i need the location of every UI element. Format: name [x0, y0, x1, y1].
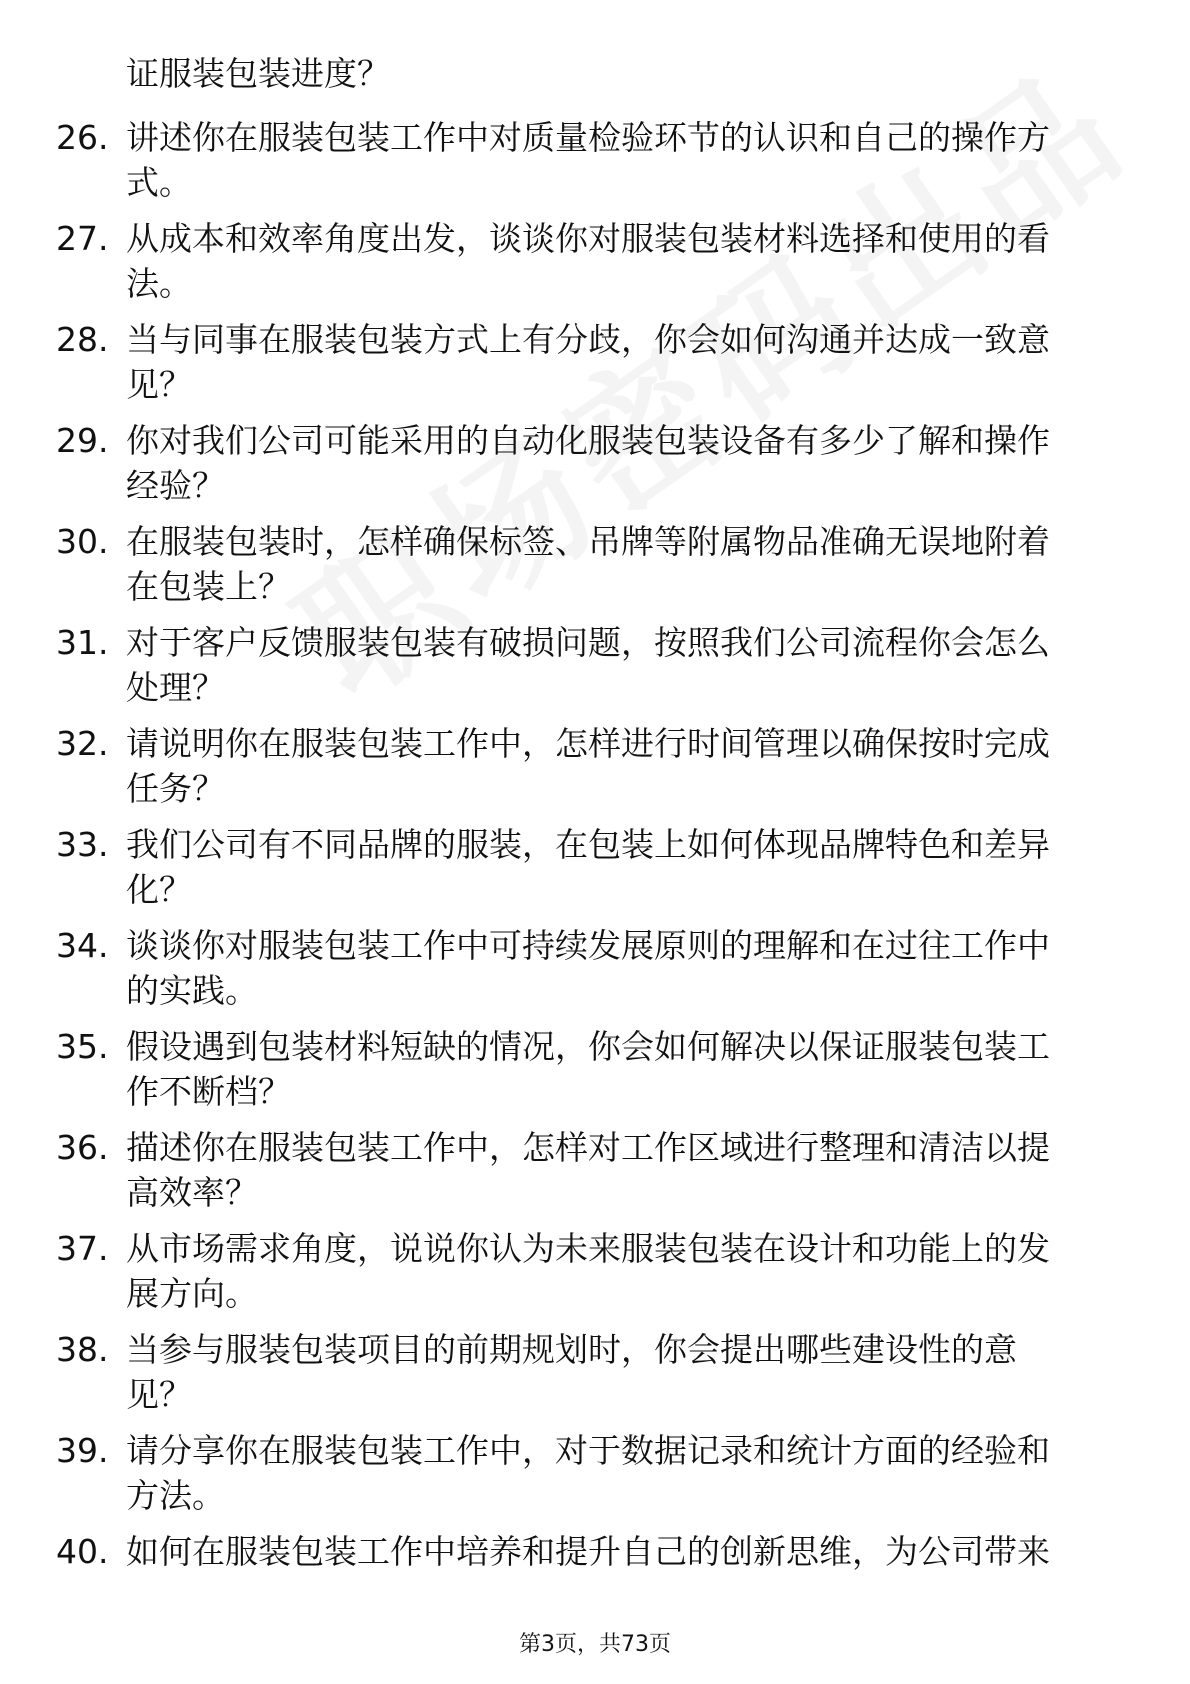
question-text-line: 的实践。 — [126, 971, 258, 1010]
question-item — [0, 1227, 1190, 1328]
question-number: 39. — [56, 1431, 109, 1470]
question-text-line: 如何在服装包装工作中培养和提升自己的创新思维，为公司带来 — [126, 1532, 1050, 1571]
question-number: 36. — [56, 1128, 109, 1167]
question-number: 40. — [56, 1532, 109, 1571]
question-item — [0, 1025, 1190, 1126]
question-text-line: 从市场需求角度，说说你认为未来服装包装在设计和功能上的发 — [126, 1229, 1050, 1268]
question-item — [0, 924, 1190, 1025]
question-text-line: 请分享你在服装包装工作中，对于数据记录和统计方面的经验和 — [126, 1431, 1050, 1470]
question-item — [0, 621, 1190, 722]
question-text-line: 当与同事在服装包装方式上有分歧，你会如何沟通并达成一致意 — [126, 320, 1050, 359]
question-number: 35. — [56, 1027, 109, 1066]
question-text-line: 见？ — [126, 1375, 192, 1414]
question-item — [0, 1126, 1190, 1227]
question-text-line: 从成本和效率角度出发，谈谈你对服装包装材料选择和使用的看 — [126, 219, 1050, 258]
question-text-line: 见？ — [126, 365, 192, 404]
question-item — [0, 217, 1190, 318]
question-text-line: 在包装上？ — [126, 567, 291, 606]
question-number: 37. — [56, 1229, 109, 1268]
question-text-line: 式。 — [126, 163, 192, 202]
question-text-line: 谈谈你对服装包装工作中可持续发展原则的理解和在过往工作中 — [126, 926, 1050, 965]
question-text-line: 处理？ — [126, 668, 225, 707]
question-text-line: 对于客户反馈服装包装有破损问题，按照我们公司流程你会怎么 — [126, 623, 1050, 662]
question-continuation: 证服装包装进度？ — [126, 54, 390, 93]
question-text-line: 在服装包装时，怎样确保标签、吊牌等附属物品准确无误地附着 — [126, 522, 1050, 561]
question-number: 31. — [56, 623, 109, 662]
question-list — [0, 116, 1190, 1631]
question-item — [0, 419, 1190, 520]
question-number: 29. — [56, 421, 109, 460]
question-item — [0, 722, 1190, 823]
question-text-line: 请说明你在服装包装工作中，怎样进行时间管理以确保按时完成 — [126, 724, 1050, 763]
question-number: 32. — [56, 724, 109, 763]
question-number: 27. — [56, 219, 109, 258]
question-text-line: 任务？ — [126, 769, 225, 808]
question-text-line: 作不断档？ — [126, 1072, 291, 1111]
question-item — [0, 1328, 1190, 1429]
question-text-line: 假设遇到包装材料短缺的情况，你会如何解决以保证服装包装工 — [126, 1027, 1050, 1066]
question-text-line: 方法。 — [126, 1476, 225, 1515]
question-number: 38. — [56, 1330, 109, 1369]
question-text-line: 高效率？ — [126, 1173, 258, 1212]
question-text-line: 当参与服装包装项目的前期规划时，你会提出哪些建设性的意 — [126, 1330, 1017, 1369]
question-number: 34. — [56, 926, 109, 965]
question-text-line: 你对我们公司可能采用的自动化服装包装设备有多少了解和操作 — [126, 421, 1050, 460]
question-text-line: 描述你在服装包装工作中，怎样对工作区域进行整理和清洁以提 — [126, 1128, 1050, 1167]
question-text-line: 经验？ — [126, 466, 225, 505]
question-number: 33. — [56, 825, 109, 864]
page-footer: 第3页，共73页 — [519, 1632, 671, 1657]
question-number: 26. — [56, 118, 109, 157]
question-item — [0, 116, 1190, 217]
question-item — [0, 520, 1190, 621]
question-item — [0, 1429, 1190, 1530]
question-item — [0, 823, 1190, 924]
question-text-line: 我们公司有不同品牌的服装，在包装上如何体现品牌特色和差异 — [126, 825, 1050, 864]
question-item — [0, 1530, 1190, 1631]
question-item — [0, 318, 1190, 419]
question-text-line: 法。 — [126, 264, 192, 303]
question-number: 28. — [56, 320, 109, 359]
question-number: 30. — [56, 522, 109, 561]
question-text-line: 讲述你在服装包装工作中对质量检验环节的认识和自己的操作方 — [126, 118, 1050, 157]
question-text-line: 化？ — [126, 870, 192, 909]
question-text-line: 展方向。 — [126, 1274, 258, 1313]
